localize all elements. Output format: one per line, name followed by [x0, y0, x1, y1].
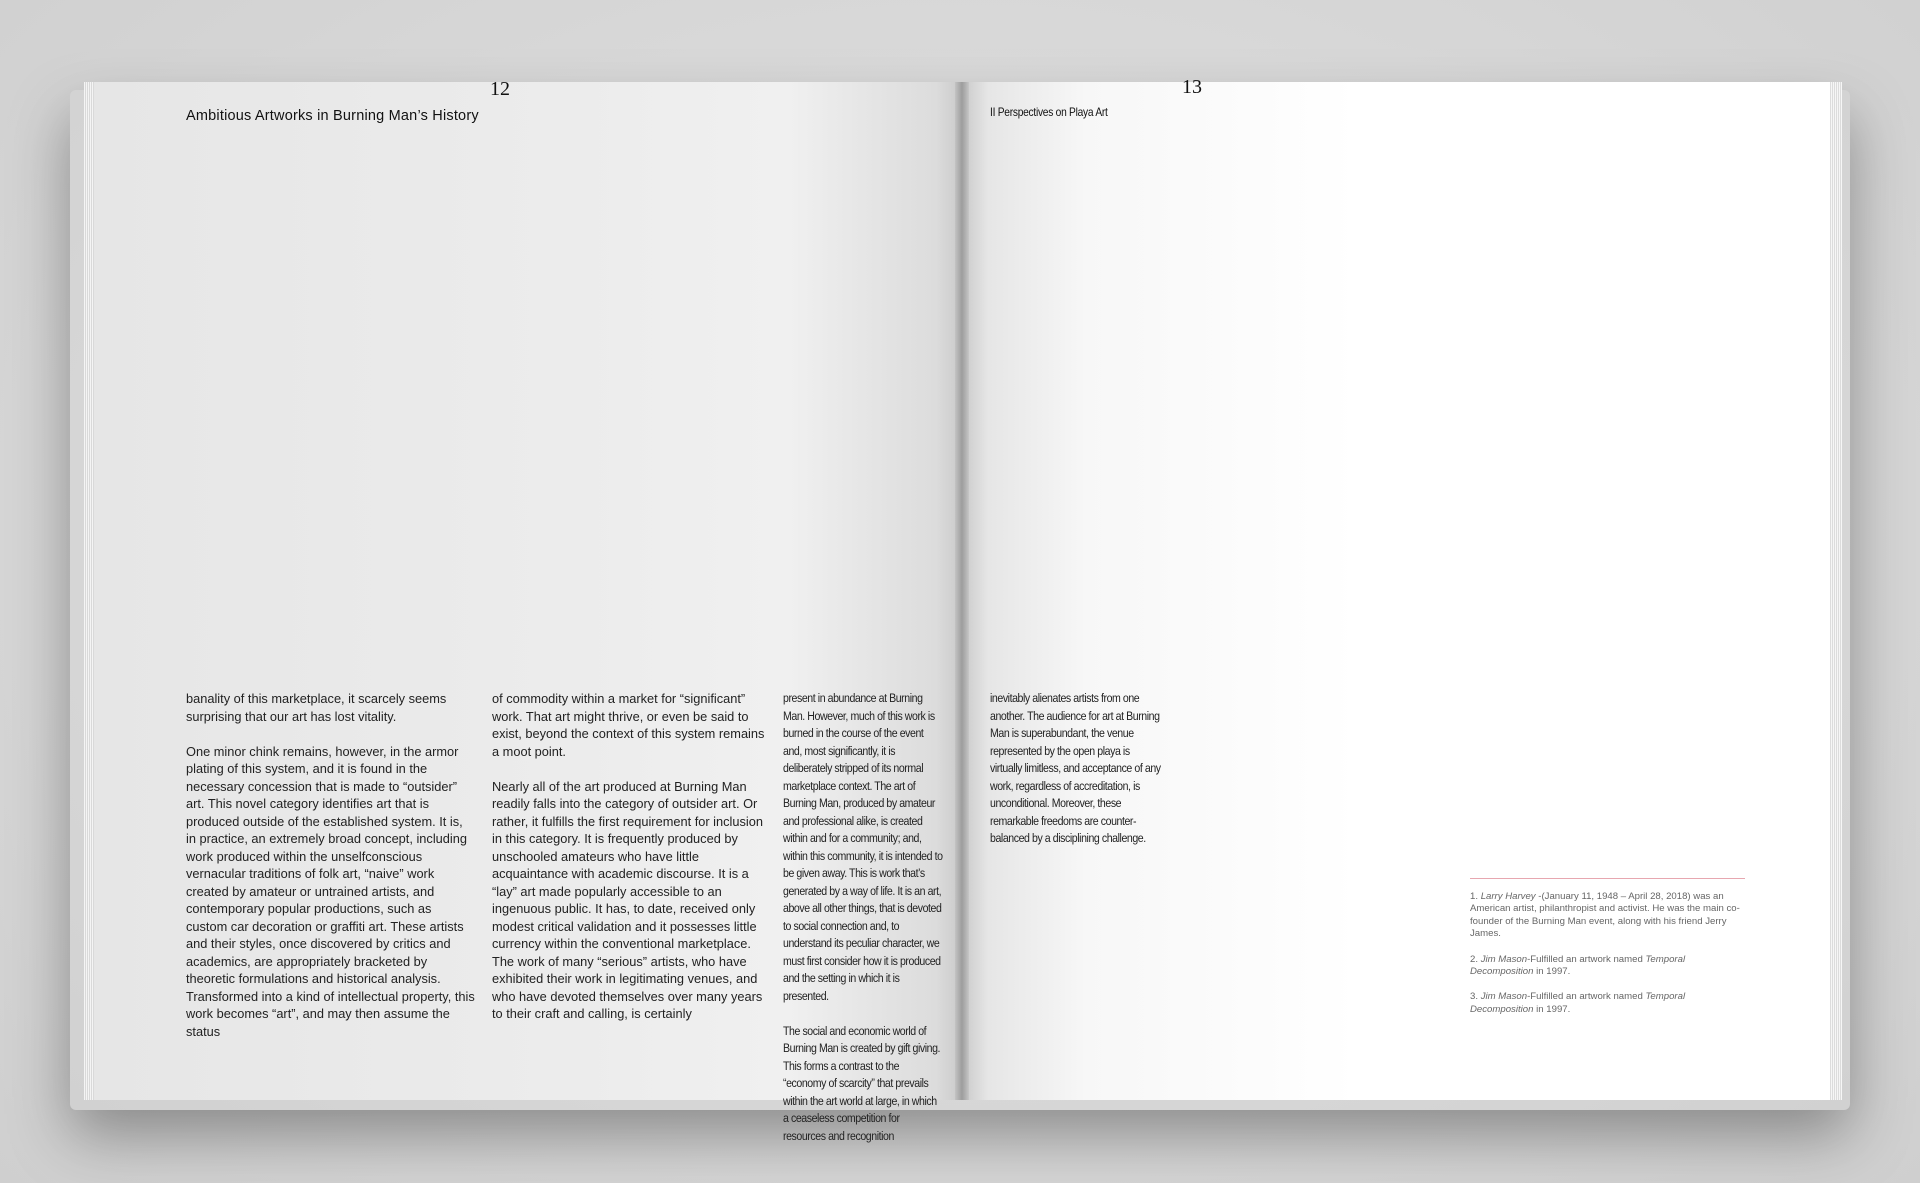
footnotes: [1470, 891, 1745, 1029]
footnote-2: 2. Jim Mason-Fulfilled an artwork named Temporal Decomposition in 1997.: [1470, 953, 1686, 978]
footnote-3: 3. Jim Mason-Fulfilled an artwork named Temporal Decomposition in 1997.: [1470, 991, 1686, 1015]
right-page-edges: [1830, 82, 1842, 1100]
body-column-1: banality of this marketplace, it scarcely seems surprising that our art has lost vitality. One minor chink remains, however, in the armor plating of this system, and it is found in the necessary concession that is made to “outsider” art. This novel category identifies art that is produced outside of the established system. It is, in practice, an extremely broad concept, including work produced within the unselfconscious vernacular traditions of folk art, “naive” work created by amateur or untrained artists, and contemporary popular productions, such as custom car decoration or graffiti art. These artists and their styles, once discovered by critics and academics, are appropriately bracketed by theoretic formulations and historical analysis. Transformed into a kind of intellectual property, this work becomes “art”, and may then assume the status: [186, 691, 475, 1039]
left-page-number: 12: [490, 78, 510, 100]
body-column-2: of commodity within a market for “significant” work. That art might thrive, or even be said to exist, beyond the context of this system remains a moot point. Nearly all of the art produced at Burning Man readily falls into the category of outsider art. Or rather, it fulfills the first requirement for inclusion in this category. It is frequently produced by unschooled amateurs who have little acquaintance with academic discourse. It is a “lay” art made popularly accessible to an ingenuous public. It has, to date, received only modest critical validation and it possesses little currency within the conventional marketplace. The work of many “serious” artists, who have exhibited their work in legitimating venues, and who have devoted themselves over many years to their craft and calling, is certainly: [492, 691, 765, 1021]
body-column-3: present in abundance at Burning Man. However, much of this work is burned in the course of the event and, most significantly, it is deliberately stripped of its normal marketplace context. The art of Burning Man, produced by amateur and professional alike, is created within and for a community; and, within this community, it is intended to be given away. This is work that’s generated by a way of life. It is an art, above all other things, that is devoted to social connection and, to understand its peculiar character, we must first consider how it is produced and the setting in which it is presented. The social and economic world of Burning Man is created by gift giving. This forms a contrast to the “economy of scarcity” that prevails within the art world at large, in which a ceaseless competition for resources and recognition: [783, 691, 943, 1143]
left-page-edges: [84, 82, 94, 1100]
book-spine: [955, 82, 969, 1100]
footnote-rule: [1470, 878, 1745, 879]
left-running-header: Ambitious Artworks in Burning Man’s History: [186, 108, 479, 124]
footnote-1: 1. Larry Harvey -(January 11, 1948 – April 28, 2018) was an American artist, philanthropist and activist. He was the main co-founder of the Burning Man event, along with his friend Jerry James.: [1470, 891, 1740, 940]
right-running-header: II Perspectives on Playa Art: [990, 105, 1108, 119]
right-page-number: 13: [1182, 76, 1202, 98]
body-column-4: inevitably alienates artists from one another. The audience for art at Burning Man is superabundant, the venue represented by the open playa is virtually limitless, and acceptance of any work, regardless of accreditation, is unconditional. Moreover, these remarkable freedoms are counter-balanced by a disciplining challenge.: [990, 691, 1161, 845]
